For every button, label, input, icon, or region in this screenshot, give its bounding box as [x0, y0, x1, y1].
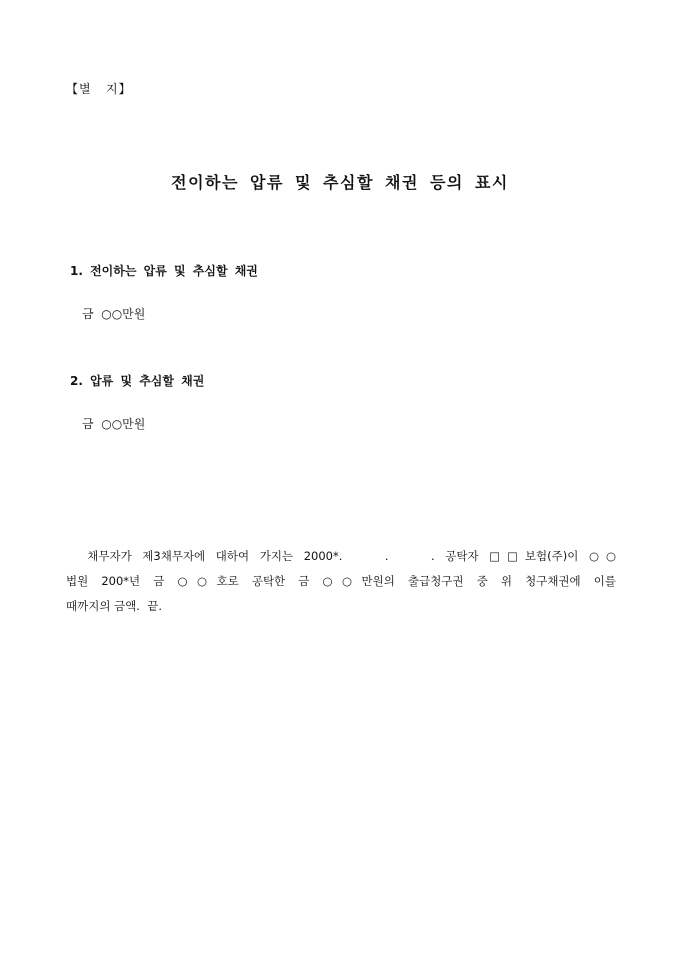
body-line-1: 채무자가 제3채무자에 대하여 가지는 2000*. . . 공탁자 □□보험(주)이 ○○	[66, 549, 616, 563]
annex-label: 【별 지】	[66, 82, 132, 96]
section-heading-1: 1. 전이하는 압류 및 추심할 채권	[70, 264, 258, 278]
body-line-3: 때까지의 금액. 끝.	[66, 599, 163, 613]
body-line-2: 법원 200*년 금 ○○호로 공탁한 금 ○○만원의 출급청구권 중 위 청구채권에 이를	[66, 574, 616, 588]
body-paragraph	[66, 544, 616, 619]
section-amount-2: 금 ○○만원	[82, 417, 146, 431]
section-amount-1: 금 ○○만원	[82, 307, 146, 321]
section-heading-2: 2. 압류 및 추심할 채권	[70, 374, 205, 388]
document-title: 전이하는 압류 및 추심할 채권 등의 표시	[171, 173, 509, 192]
